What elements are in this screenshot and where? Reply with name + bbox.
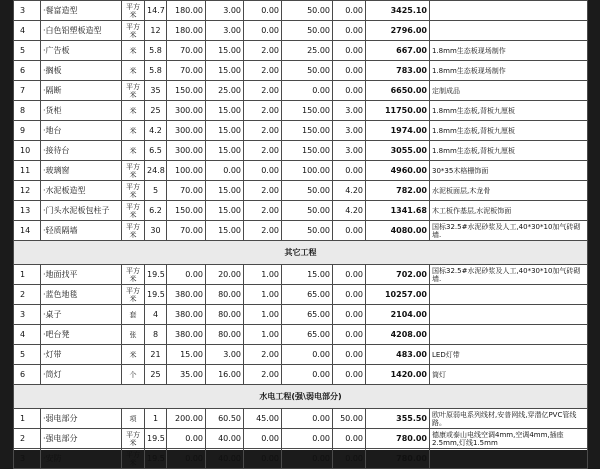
subtotal-cell: 4080.00 <box>366 221 430 241</box>
labor-price-cell: 65.00 <box>282 305 333 325</box>
machinery-price-cell: 2.00 <box>244 101 282 121</box>
subtotal-cell: 2796.00 <box>366 21 430 41</box>
machinery-price-cell: 0.00 <box>244 21 282 41</box>
remarks-cell: 国标32.5#水泥砂浆及人工,40*30*10加气砖砌墙. <box>430 265 588 285</box>
machinery-price-cell: 2.00 <box>244 61 282 81</box>
remarks-cell <box>430 325 588 345</box>
table-row <box>14 409 588 429</box>
unit-cell: 平方米 <box>122 265 145 285</box>
quantity-cell: 5.8 <box>145 41 167 61</box>
quantity-cell: 5.8 <box>145 61 167 81</box>
quantity-cell: 1 <box>145 409 167 429</box>
row-index-cell: 3 <box>14 449 41 469</box>
subtotal-cell: 1341.68 <box>366 201 430 221</box>
subtotal-cell: 782.00 <box>366 181 430 201</box>
row-index-cell: 5 <box>14 41 41 61</box>
loss-price-cell: 3.00 <box>333 141 366 161</box>
remarks-cell: 木工板作基层,水泥板饰面 <box>430 201 588 221</box>
unit-cell: 米 <box>122 61 145 81</box>
item-name-cell: ·接待台 <box>41 141 122 161</box>
machinery-price-cell: 1.00 <box>244 305 282 325</box>
remarks-cell: LED灯带 <box>430 345 588 365</box>
labor-price-cell: 150.00 <box>282 101 333 121</box>
quantity-cell: 35 <box>145 81 167 101</box>
item-name-cell: ·地台 <box>41 121 122 141</box>
main-material-price-cell: 180.00 <box>167 1 206 21</box>
loss-price-cell: 0.00 <box>333 285 366 305</box>
item-name-cell: ·白色铝塑板造型 <box>41 21 122 41</box>
quantity-cell: 4 <box>145 305 167 325</box>
unit-cell: 平方米 <box>122 1 145 21</box>
row-index-cell: 1 <box>14 265 41 285</box>
subtotal-cell: 2104.00 <box>366 305 430 325</box>
auxiliary-material-price-cell: 60.50 <box>206 409 244 429</box>
table-row <box>14 345 588 365</box>
auxiliary-material-price-cell: 3.00 <box>206 345 244 365</box>
machinery-price-cell: 1.00 <box>244 285 282 305</box>
auxiliary-material-price-cell: 15.00 <box>206 141 244 161</box>
machinery-price-cell: 2.00 <box>244 201 282 221</box>
main-material-price-cell: 70.00 <box>167 61 206 81</box>
machinery-price-cell: 2.00 <box>244 81 282 101</box>
item-name-cell: ·桌子 <box>41 305 122 325</box>
loss-price-cell: 0.00 <box>333 61 366 81</box>
item-name-cell: ·门头水泥板包柱子 <box>41 201 122 221</box>
remarks-cell <box>430 305 588 325</box>
quantity-cell: 4.2 <box>145 121 167 141</box>
loss-price-cell: 0.00 <box>333 41 366 61</box>
loss-price-cell: 0.00 <box>333 305 366 325</box>
item-name-cell: ·强电部分 <box>41 429 122 449</box>
unit-cell: 米 <box>122 141 145 161</box>
quantity-cell: 6.2 <box>145 201 167 221</box>
loss-price-cell: 0.00 <box>333 449 366 469</box>
table-row <box>14 305 588 325</box>
machinery-price-cell: 2.00 <box>244 365 282 385</box>
subtotal-cell: 780.00 <box>366 429 430 449</box>
row-index-cell: 1 <box>14 409 41 429</box>
loss-price-cell: 0.00 <box>333 345 366 365</box>
auxiliary-material-price-cell: 80.00 <box>206 305 244 325</box>
loss-price-cell: 4.20 <box>333 201 366 221</box>
table-row <box>14 161 588 181</box>
item-name-cell: ·广告板 <box>41 41 122 61</box>
labor-price-cell: 65.00 <box>282 285 333 305</box>
loss-price-cell: 4.20 <box>333 181 366 201</box>
item-name-cell: ·蓝色地毯 <box>41 285 122 305</box>
unit-cell: 米 <box>122 41 145 61</box>
table-row <box>14 21 588 41</box>
quotation-sheet <box>13 0 587 467</box>
section-header <box>14 241 588 265</box>
remarks-cell: 1.8mm生态板现场制作 <box>430 61 588 81</box>
unit-cell: 米 <box>122 101 145 121</box>
machinery-price-cell: 2.00 <box>244 181 282 201</box>
loss-price-cell: 3.00 <box>333 121 366 141</box>
subtotal-cell: 355.50 <box>366 409 430 429</box>
table-row <box>14 285 588 305</box>
table-body <box>14 1 588 469</box>
item-name-cell: ·安防 <box>41 449 122 469</box>
table-row <box>14 365 588 385</box>
row-index-cell: 6 <box>14 61 41 81</box>
loss-price-cell: 0.00 <box>333 21 366 41</box>
item-name-cell: ·吧台凳 <box>41 325 122 345</box>
subtotal-cell: 1420.00 <box>366 365 430 385</box>
main-material-price-cell: 380.00 <box>167 325 206 345</box>
auxiliary-material-price-cell: 15.00 <box>206 121 244 141</box>
loss-price-cell: 0.00 <box>333 221 366 241</box>
remarks-cell: 30*35木格栅饰面 <box>430 161 588 181</box>
machinery-price-cell: 2.00 <box>244 121 282 141</box>
remarks-cell: 定制成品 <box>430 81 588 101</box>
item-name-cell: ·餐富造型 <box>41 1 122 21</box>
quantity-cell: 24.8 <box>145 161 167 181</box>
labor-price-cell: 100.00 <box>282 161 333 181</box>
loss-price-cell: 0.00 <box>333 265 366 285</box>
item-name-cell: ·隔断 <box>41 81 122 101</box>
quantity-cell: 14.7 <box>145 1 167 21</box>
loss-price-cell: 0.00 <box>333 81 366 101</box>
section-title: 水电工程(强\弱电部分) <box>14 385 588 409</box>
auxiliary-material-price-cell: 3.00 <box>206 21 244 41</box>
table-row <box>14 449 588 469</box>
subtotal-cell: 6650.00 <box>366 81 430 101</box>
subtotal-cell: 3425.10 <box>366 1 430 21</box>
labor-price-cell: 50.00 <box>282 1 333 21</box>
loss-price-cell: 50.00 <box>333 409 366 429</box>
main-material-price-cell: 150.00 <box>167 201 206 221</box>
auxiliary-material-price-cell: 80.00 <box>206 285 244 305</box>
unit-cell: 张 <box>122 325 145 345</box>
remarks-cell: 国标32.5#水泥砂浆及人工,40*30*10加气砖砌墙. <box>430 221 588 241</box>
row-index-cell: 2 <box>14 429 41 449</box>
main-material-price-cell: 0.00 <box>167 449 206 469</box>
auxiliary-material-price-cell: 16.00 <box>206 365 244 385</box>
remarks-cell: 1.8mm生态板,背板九厘板 <box>430 121 588 141</box>
main-material-price-cell: 15.00 <box>167 345 206 365</box>
labor-price-cell: 0.00 <box>282 449 333 469</box>
loss-price-cell: 0.00 <box>333 365 366 385</box>
table-row <box>14 81 588 101</box>
quantity-cell: 25 <box>145 101 167 121</box>
row-index-cell: 5 <box>14 345 41 365</box>
row-index-cell: 14 <box>14 221 41 241</box>
table-row <box>14 325 588 345</box>
row-index-cell: 11 <box>14 161 41 181</box>
item-name-cell: ·轻质隔墙 <box>41 221 122 241</box>
loss-price-cell: 3.00 <box>333 101 366 121</box>
item-name-cell: ·弱电部分 <box>41 409 122 429</box>
remarks-cell: 德康或泰山电线空调4mm,空调4mm,插座2.5mm,灯线1.5mm <box>430 429 588 449</box>
unit-cell: 平方米 <box>122 449 145 469</box>
row-index-cell: 6 <box>14 365 41 385</box>
main-material-price-cell: 150.00 <box>167 81 206 101</box>
unit-cell: 平方米 <box>122 181 145 201</box>
auxiliary-material-price-cell: 15.00 <box>206 61 244 81</box>
row-index-cell: 8 <box>14 101 41 121</box>
row-index-cell: 10 <box>14 141 41 161</box>
remarks-cell <box>430 21 588 41</box>
machinery-price-cell: 2.00 <box>244 141 282 161</box>
main-material-price-cell: 380.00 <box>167 285 206 305</box>
subtotal-cell: 780.00 <box>366 449 430 469</box>
remarks-cell: 1.8mm生态板,背板九厘板 <box>430 141 588 161</box>
subtotal-cell: 3055.00 <box>366 141 430 161</box>
main-material-price-cell: 300.00 <box>167 101 206 121</box>
table-row <box>14 41 588 61</box>
labor-price-cell: 50.00 <box>282 61 333 81</box>
auxiliary-material-price-cell: 15.00 <box>206 201 244 221</box>
section-header <box>14 385 588 409</box>
machinery-price-cell: 1.00 <box>244 265 282 285</box>
labor-price-cell: 50.00 <box>282 201 333 221</box>
auxiliary-material-price-cell: 80.00 <box>206 325 244 345</box>
quantity-cell: 21 <box>145 345 167 365</box>
table-row <box>14 121 588 141</box>
loss-price-cell: 0.00 <box>333 429 366 449</box>
remarks-cell <box>430 1 588 21</box>
item-name-cell: ·搁板 <box>41 61 122 81</box>
table-row <box>14 1 588 21</box>
labor-price-cell: 0.00 <box>282 345 333 365</box>
labor-price-cell: 50.00 <box>282 181 333 201</box>
subtotal-cell: 1974.00 <box>366 121 430 141</box>
subtotal-cell: 4208.00 <box>366 325 430 345</box>
auxiliary-material-price-cell: 3.00 <box>206 1 244 21</box>
table-row <box>14 141 588 161</box>
quantity-cell: 8 <box>145 325 167 345</box>
auxiliary-material-price-cell: 40.00 <box>206 449 244 469</box>
labor-price-cell: 150.00 <box>282 121 333 141</box>
row-index-cell: 3 <box>14 305 41 325</box>
machinery-price-cell: 0.00 <box>244 449 282 469</box>
auxiliary-material-price-cell: 40.00 <box>206 429 244 449</box>
machinery-price-cell: 2.00 <box>244 41 282 61</box>
table-row <box>14 101 588 121</box>
item-name-cell: ·货柜 <box>41 101 122 121</box>
table-row <box>14 265 588 285</box>
unit-cell: 套 <box>122 305 145 325</box>
loss-price-cell: 0.00 <box>333 325 366 345</box>
main-material-price-cell: 0.00 <box>167 429 206 449</box>
quantity-cell: 19.5 <box>145 285 167 305</box>
auxiliary-material-price-cell: 0.00 <box>206 161 244 181</box>
machinery-price-cell: 1.00 <box>244 325 282 345</box>
labor-price-cell: 15.00 <box>282 265 333 285</box>
row-index-cell: 4 <box>14 325 41 345</box>
labor-price-cell: 0.00 <box>282 365 333 385</box>
main-material-price-cell: 300.00 <box>167 121 206 141</box>
subtotal-cell: 667.00 <box>366 41 430 61</box>
quantity-cell: 19.5 <box>145 265 167 285</box>
item-name-cell: ·灯带 <box>41 345 122 365</box>
main-material-price-cell: 70.00 <box>167 221 206 241</box>
table-row <box>14 201 588 221</box>
item-name-cell: ·地面找平 <box>41 265 122 285</box>
main-material-price-cell: 100.00 <box>167 161 206 181</box>
table-row <box>14 429 588 449</box>
subtotal-cell: 702.00 <box>366 265 430 285</box>
remarks-cell: 1.8mm生态板,背板九厘板 <box>430 101 588 121</box>
auxiliary-material-price-cell: 15.00 <box>206 221 244 241</box>
labor-price-cell: 0.00 <box>282 409 333 429</box>
subtotal-cell: 483.00 <box>366 345 430 365</box>
item-name-cell: ·玻璃窗 <box>41 161 122 181</box>
quantity-cell: 25 <box>145 365 167 385</box>
item-name-cell: ·水泥板造型 <box>41 181 122 201</box>
auxiliary-material-price-cell: 25.00 <box>206 81 244 101</box>
row-index-cell: 13 <box>14 201 41 221</box>
unit-cell: 平方米 <box>122 21 145 41</box>
unit-cell: 平方米 <box>122 429 145 449</box>
machinery-price-cell: 0.00 <box>244 1 282 21</box>
labor-price-cell: 50.00 <box>282 221 333 241</box>
unit-cell: 米 <box>122 121 145 141</box>
quantity-cell: 19.5 <box>145 429 167 449</box>
row-index-cell: 4 <box>14 21 41 41</box>
main-material-price-cell: 70.00 <box>167 41 206 61</box>
auxiliary-material-price-cell: 15.00 <box>206 181 244 201</box>
main-material-price-cell: 180.00 <box>167 21 206 41</box>
quotation-table <box>13 0 588 469</box>
row-index-cell: 12 <box>14 181 41 201</box>
quantity-cell: 30 <box>145 221 167 241</box>
machinery-price-cell: 45.00 <box>244 409 282 429</box>
main-material-price-cell: 380.00 <box>167 305 206 325</box>
remarks-cell: 欧叶原弱电系列线材,安普网线,穿潜亿PVC管线路。 <box>430 409 588 429</box>
quantity-cell: 5 <box>145 181 167 201</box>
main-material-price-cell: 300.00 <box>167 141 206 161</box>
unit-cell: 项 <box>122 409 145 429</box>
unit-cell: 平方米 <box>122 161 145 181</box>
subtotal-cell: 10257.00 <box>366 285 430 305</box>
remarks-cell <box>430 285 588 305</box>
remarks-cell: 1.8mm生态板现场制作 <box>430 41 588 61</box>
row-index-cell: 9 <box>14 121 41 141</box>
auxiliary-material-price-cell: 15.00 <box>206 41 244 61</box>
unit-cell: 平方米 <box>122 221 145 241</box>
subtotal-cell: 11750.00 <box>366 101 430 121</box>
machinery-price-cell: 0.00 <box>244 161 282 181</box>
item-name-cell: ·筒灯 <box>41 365 122 385</box>
quantity-cell: 6.5 <box>145 141 167 161</box>
labor-price-cell: 50.00 <box>282 21 333 41</box>
row-index-cell: 2 <box>14 285 41 305</box>
labor-price-cell: 65.00 <box>282 325 333 345</box>
labor-price-cell: 25.00 <box>282 41 333 61</box>
subtotal-cell: 4960.00 <box>366 161 430 181</box>
main-material-price-cell: 200.00 <box>167 409 206 429</box>
row-index-cell: 3 <box>14 1 41 21</box>
table-row <box>14 181 588 201</box>
section-title: 其它工程 <box>14 241 588 265</box>
machinery-price-cell: 2.00 <box>244 221 282 241</box>
table-row <box>14 221 588 241</box>
main-material-price-cell: 0.00 <box>167 265 206 285</box>
unit-cell: 平方米 <box>122 81 145 101</box>
labor-price-cell: 150.00 <box>282 141 333 161</box>
row-index-cell: 7 <box>14 81 41 101</box>
remarks-cell: 水泥板面层,木龙骨 <box>430 181 588 201</box>
unit-cell: 米 <box>122 345 145 365</box>
unit-cell: 平方米 <box>122 285 145 305</box>
machinery-price-cell: 0.00 <box>244 429 282 449</box>
main-material-price-cell: 70.00 <box>167 181 206 201</box>
subtotal-cell: 783.00 <box>366 61 430 81</box>
auxiliary-material-price-cell: 20.00 <box>206 265 244 285</box>
quantity-cell: 19.5 <box>145 449 167 469</box>
labor-price-cell: 0.00 <box>282 81 333 101</box>
quantity-cell: 12 <box>145 21 167 41</box>
loss-price-cell: 0.00 <box>333 161 366 181</box>
machinery-price-cell: 2.00 <box>244 345 282 365</box>
unit-cell: 平方米 <box>122 201 145 221</box>
remarks-cell: 筒灯 <box>430 365 588 385</box>
loss-price-cell: 0.00 <box>333 1 366 21</box>
labor-price-cell: 0.00 <box>282 429 333 449</box>
remarks-cell <box>430 449 588 469</box>
unit-cell: 个 <box>122 365 145 385</box>
auxiliary-material-price-cell: 15.00 <box>206 101 244 121</box>
main-material-price-cell: 35.00 <box>167 365 206 385</box>
table-row <box>14 61 588 81</box>
